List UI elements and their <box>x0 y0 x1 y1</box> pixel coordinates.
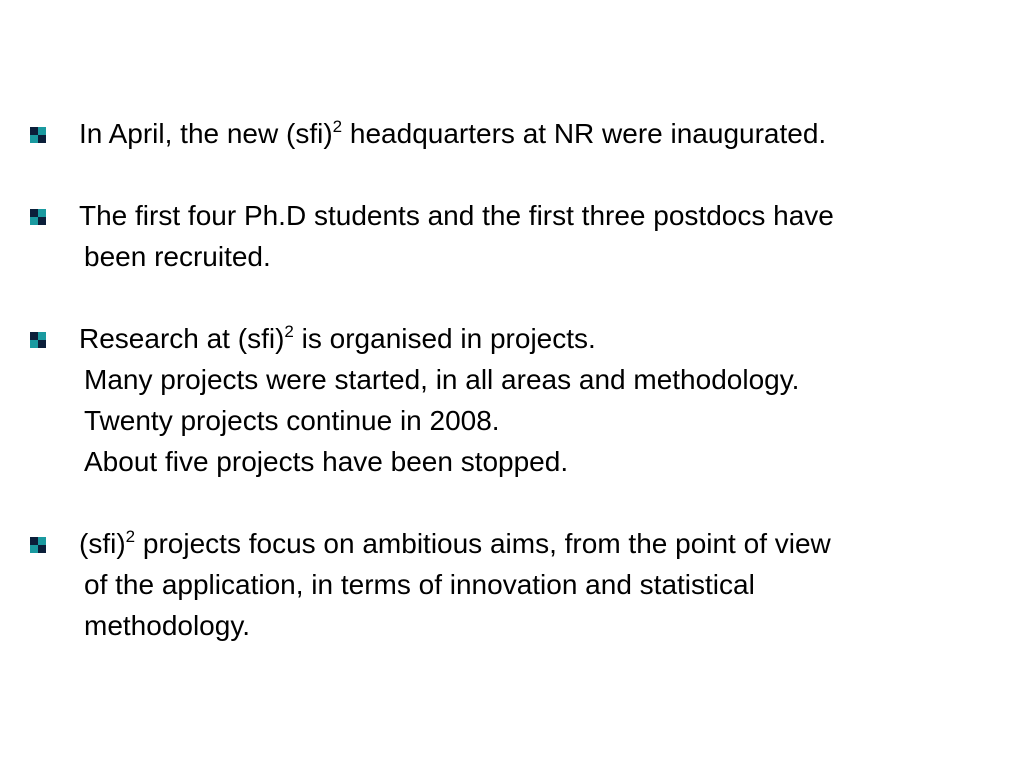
bullet-4-line-3: methodology. <box>84 610 251 641</box>
bullet-3-line-2: Many projects were started, in all areas and methodology. <box>84 364 800 395</box>
superscript-2: 2 <box>332 117 343 136</box>
bullet-3-line-1 <box>79 322 596 354</box>
bullet-2-line-1: The first four Ph.D students and the first three postdocs have <box>79 200 834 231</box>
bullet-4-text-after: projects focus on ambitious aims, from the point of view <box>135 528 831 559</box>
bullet-3-text-before: Research at (sfi) <box>79 323 285 354</box>
bullet-4-text-before: (sfi) <box>79 528 126 559</box>
bullet-1-text-before: In April, the new (sfi) <box>79 118 333 149</box>
superscript-2: 2 <box>125 527 136 546</box>
bullet-3-line-4: About five projects have been stopped. <box>84 446 569 477</box>
bullet-2-line-2: been recruited. <box>84 241 271 272</box>
bullet-4-line-2: of the application, in terms of innovation and statistical <box>84 569 755 600</box>
bullet-4-line-1 <box>79 527 831 559</box>
checker-square-bullet-icon <box>30 209 46 225</box>
checker-square-bullet-icon <box>30 332 46 348</box>
checker-square-bullet-icon <box>30 127 46 143</box>
bullet-3-line-3: Twenty projects continue in 2008. <box>84 405 500 436</box>
bullet-1-text-after: headquarters at NR were inaugurated. <box>342 118 827 149</box>
bullet-3-text-after: is organised in projects. <box>293 323 596 354</box>
bullet-1-line-1 <box>79 117 827 149</box>
checker-square-bullet-icon <box>30 537 46 553</box>
superscript-2: 2 <box>284 322 294 341</box>
